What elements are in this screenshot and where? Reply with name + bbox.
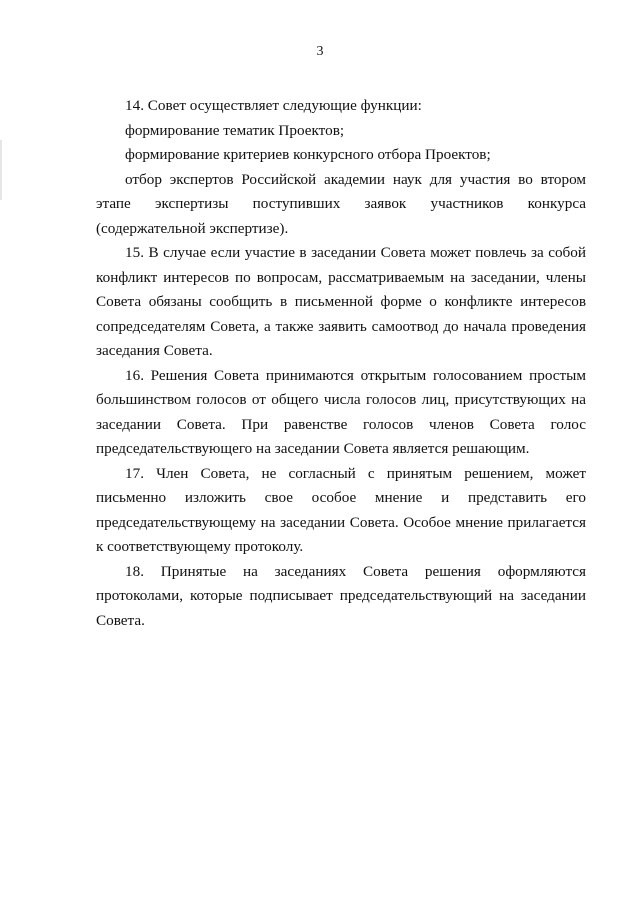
paragraph-14-heading: 14. Совет осуществляет следующие функции: — [125, 97, 422, 114]
paragraph-14-item-1: формирование тематик Проектов; — [125, 121, 345, 139]
scan-edge-mark — [0, 140, 2, 200]
paragraph-16: 16. Решения Совета принимаются открытым голосованием простым большинством голосов от общего числа голосов лиц, присутствующих на заседании Совета. При равенстве голосов членов Совета голос председательствующего на заседании Совета является решающим. — [96, 366, 586, 457]
document-body — [96, 94, 586, 633]
paragraph-17: 17. Член Совета, не согласный с принятым решением, может письменно изложить свое особое мнение и представить его председательствующему на заседании Совета. Особое мнение прилагается к соответствующему протоколу. — [96, 464, 586, 555]
paragraph-15: 15. В случае если участие в заседании Совета может повлечь за собой конфликт интересов по вопросам, рассматриваемым на заседании, члены Совета обязаны сообщить в письменной форме о конфликте интересов сопредседателям Совета, а также заявить самоотвод до начала проведения заседания Совета. — [96, 244, 586, 359]
paragraph-14-item-2: формирование критериев конкурсного отбора Проектов; — [125, 146, 491, 163]
page-number: 3 — [316, 44, 324, 59]
paragraph-18: 18. Принятые на заседаниях Совета решения оформляются протоколами, которые подписывает председательствующий на заседании Совета. — [96, 562, 586, 629]
paragraph-14-item-3: отбор экспертов Российской академии наук для участия во втором этапе экспертизы поступивших заявок участников конкурса (содержательной экспертизе). — [96, 170, 586, 237]
